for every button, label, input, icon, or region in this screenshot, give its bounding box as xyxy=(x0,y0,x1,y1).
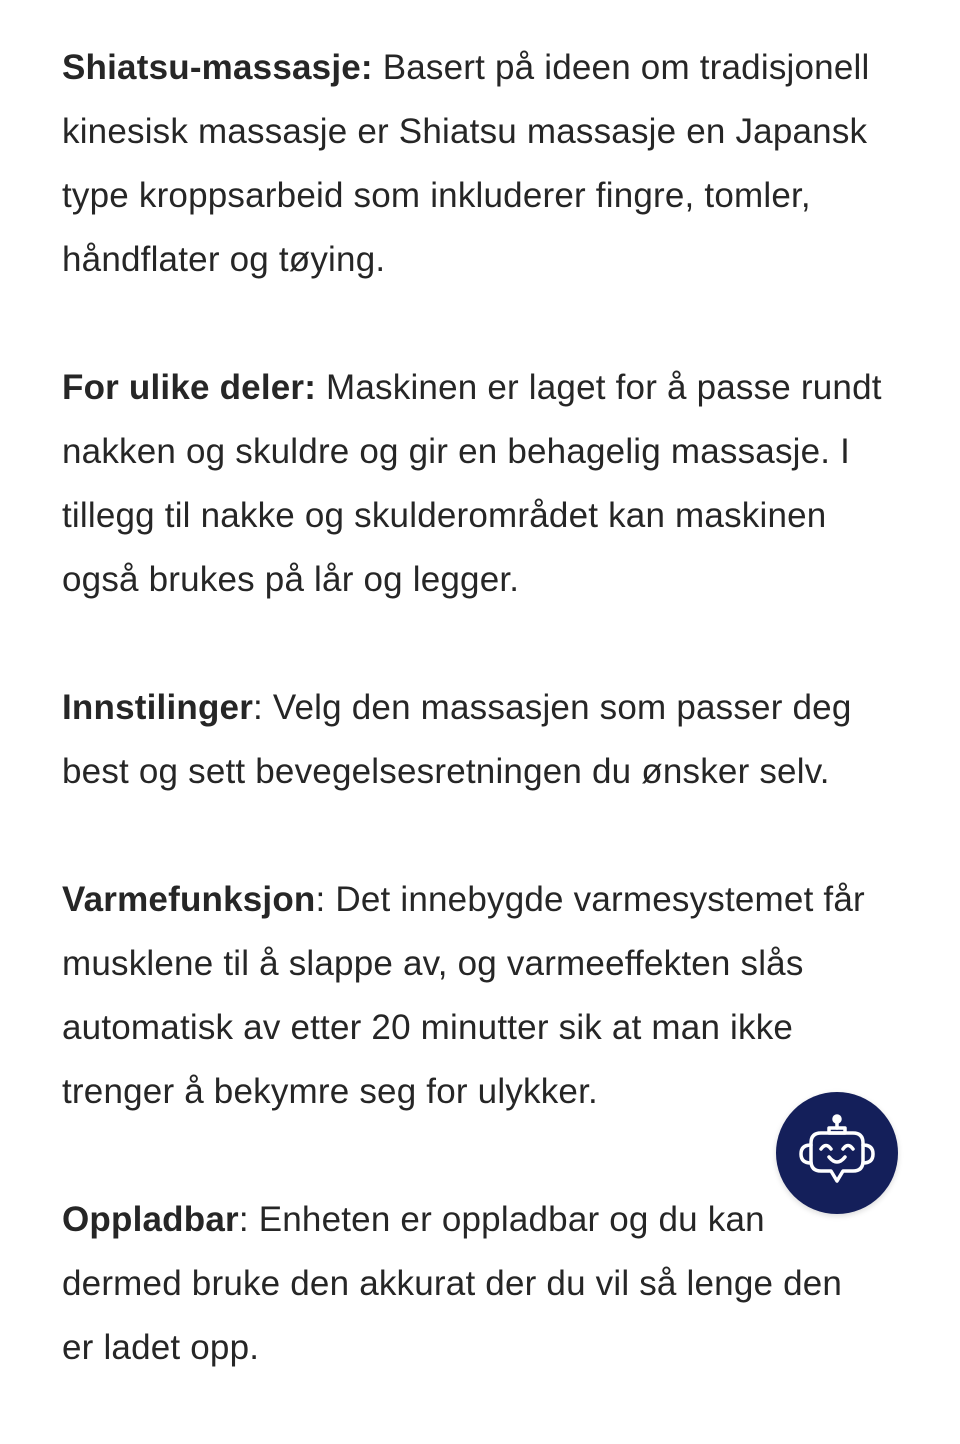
label-colon: : xyxy=(360,48,373,87)
paragraph-text: håndflater og tøying. xyxy=(62,240,386,279)
paragraph-line xyxy=(62,164,942,228)
feature-paragraph xyxy=(62,868,942,1124)
paragraph-line xyxy=(62,740,942,804)
chatbot-button[interactable] xyxy=(776,1092,898,1214)
paragraph-text: nakken og skuldre og gir en behagelig massasje. I xyxy=(62,432,851,471)
paragraph-text: Det innebygde varmesystemet får xyxy=(325,880,865,919)
paragraph-line xyxy=(62,36,942,100)
paragraph-text: Basert på ideen om tradisjonell xyxy=(372,48,870,87)
paragraph-line xyxy=(62,356,942,420)
paragraph-text: Enheten er oppladbar og du kan xyxy=(248,1200,765,1239)
paragraph-line xyxy=(62,1316,942,1380)
feature-label: Varmefunksjon xyxy=(62,880,316,919)
paragraph-line xyxy=(62,676,942,740)
feature-label: Innstilinger xyxy=(62,688,254,727)
paragraph-line xyxy=(62,932,942,996)
paragraph-line xyxy=(62,420,942,484)
paragraph-line xyxy=(62,484,942,548)
article-content xyxy=(62,36,942,1444)
label-colon: : xyxy=(315,880,326,919)
paragraph-line xyxy=(62,996,942,1060)
label-colon: : xyxy=(253,688,263,727)
feature-paragraph xyxy=(62,356,942,612)
label-colon: : xyxy=(304,368,317,407)
chatbot-icon xyxy=(791,1107,883,1199)
paragraph-text: er ladet opp. xyxy=(62,1328,260,1367)
feature-label: Shiatsu-massasje xyxy=(62,48,361,87)
paragraph-text: Velg den massasjen som passer deg xyxy=(262,688,852,727)
paragraph-line xyxy=(62,100,942,164)
feature-paragraph xyxy=(62,1188,942,1380)
paragraph-line xyxy=(62,1252,942,1316)
paragraph-line xyxy=(62,868,942,932)
paragraph-line xyxy=(62,548,942,612)
paragraph-line xyxy=(62,228,942,292)
paragraph-text: kinesisk massasje er Shiatsu massasje en Japansk xyxy=(62,112,868,151)
paragraph-text: dermed bruke den akkurat der du vil så lenge den xyxy=(62,1264,843,1303)
paragraph-text: Maskinen er laget for å passe rundt xyxy=(316,368,882,407)
feature-paragraph xyxy=(62,676,942,804)
paragraph-text: automatisk av etter 20 minutter sik at man ikke xyxy=(62,1008,794,1047)
paragraph-text: type kroppsarbeid som inkluderer fingre, tomler, xyxy=(62,176,811,215)
paragraph-text: trenger å bekymre seg for ulykker. xyxy=(62,1072,598,1111)
paragraph-text: musklene til å slappe av, og varmeeffekten slås xyxy=(62,944,804,983)
label-colon: : xyxy=(238,1200,249,1239)
paragraph-text: også brukes på lår og legger. xyxy=(62,560,520,599)
feature-label: Oppladbar xyxy=(62,1200,239,1239)
feature-label: For ulike deler xyxy=(62,368,305,407)
paragraph-text: tillegg til nakke og skulderområdet kan maskinen xyxy=(62,496,827,535)
paragraph-text: best og sett bevegelsesretningen du ønsker selv. xyxy=(62,752,830,791)
feature-paragraph xyxy=(62,36,942,292)
